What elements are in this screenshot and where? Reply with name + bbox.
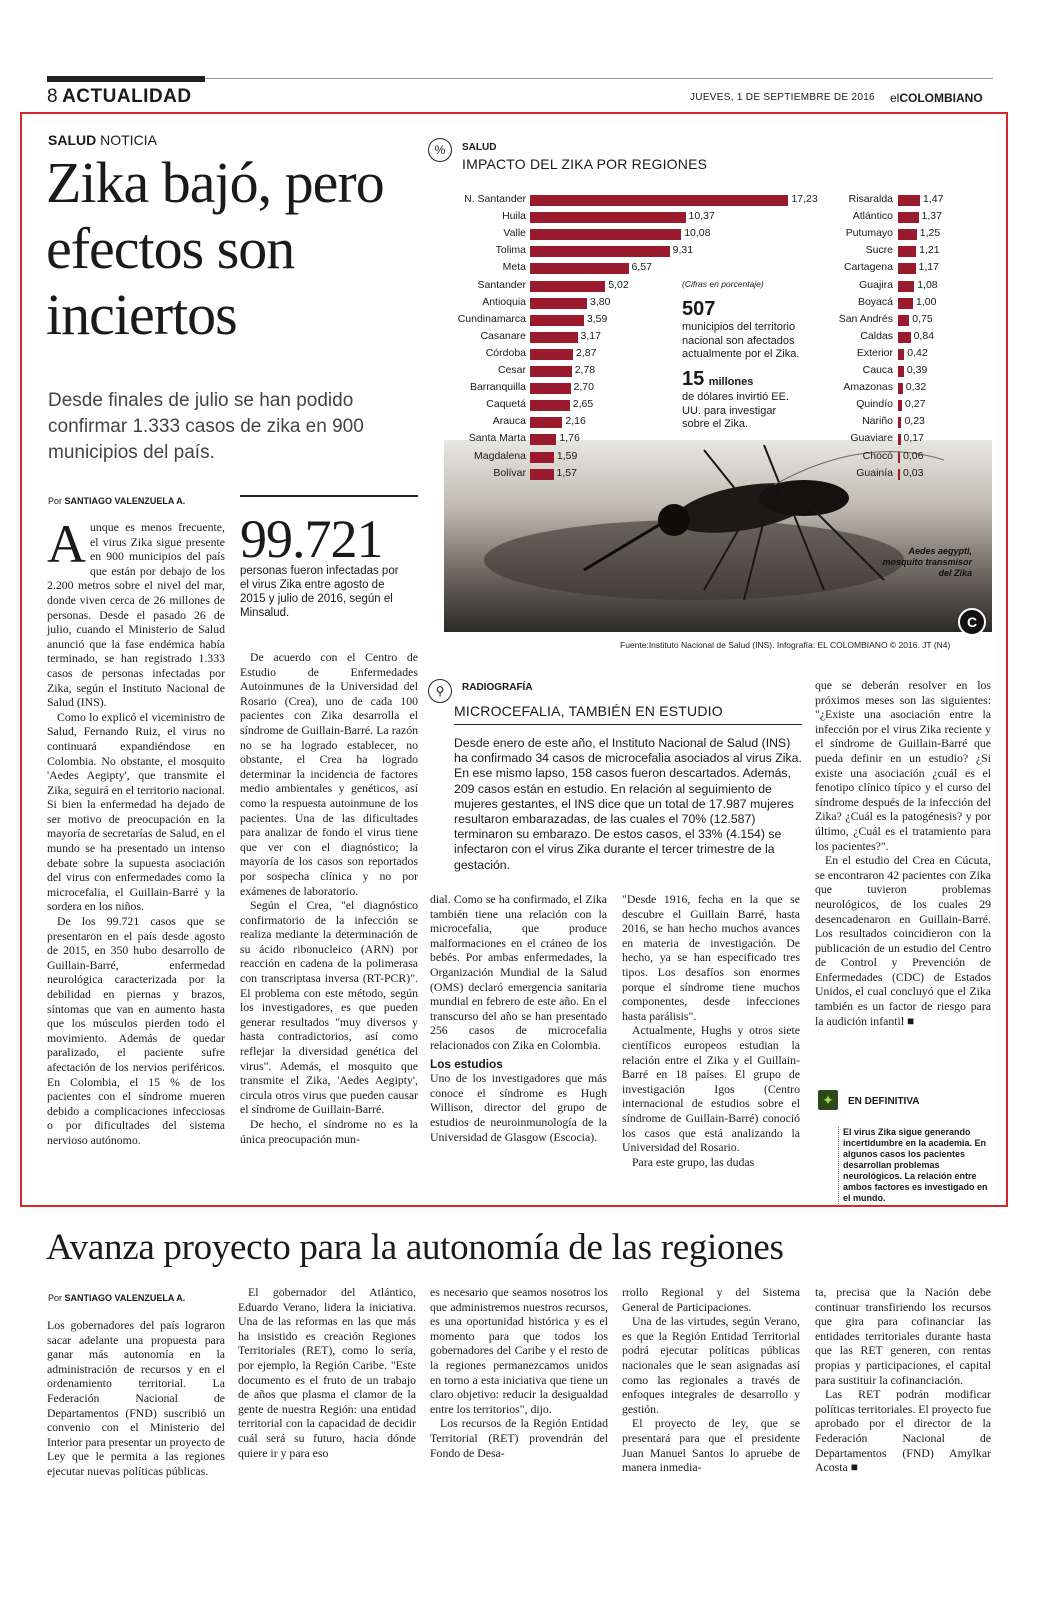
bar-value: 1,08 (917, 278, 938, 291)
bar (530, 263, 629, 274)
big-number: 99.721 (240, 509, 383, 569)
bar (898, 400, 902, 411)
bar-label: Boyacá (857, 295, 893, 308)
big-number-caption: personas fueron infectadas por el virus Zika entre agosto de 2015 y julio de 2016, según el Minsalud. (240, 565, 399, 619)
kicker: SALUD NOTICIA (48, 132, 157, 148)
bar-value: 2,65 (572, 398, 594, 411)
bar-value: 3,80 (590, 295, 611, 308)
bar-value: 0,84 (913, 329, 935, 342)
bar (898, 281, 914, 292)
bar-label: Exterior (856, 346, 893, 359)
subhead-estudios: Los estudios (430, 1056, 503, 1071)
bar-value: 17,23 (791, 193, 818, 205)
bar-value: 9,31 (672, 244, 694, 257)
dropcap: A (47, 514, 86, 574)
bar-label: Sucre (865, 244, 893, 257)
article-column-1: Aunque es menos frecuente, el virus Zika sigue presente en 900 municipios del país que están por debajo de los 2.200 metros sobre el nivel del mar, donde viven cerca de 26 millones de personas. Desde el pasado 26 de julio, cuando el Ministerio de Salud anunció que la fase endémica había terminado, se han registrado 1.333 casos de personas infectadas por Zika, según el Instituto Nacional de Salud (INS). Como lo explicó el viceministro de Salud, Fernando Ruiz, el virus no continuará expandiéndose en Colombia. No obstante, el mosquito 'Aedes Aegipty', que transmite el Zika, seguirá en el territorio nacional. Si bien la enfermedad ha dejado de ser motivo de preocupación en la mayoría de secretarías de Salud, en el mundo se ha presentado un intenso debate sobre la supuesta asociación del virus con enfermedades como la microcefalia, el Guillain-Barré y la sordera en los niños. De los 99.721 casos que se presentaron en el país desde agosto de 2015, en 350 hubo desarrollo de Guillain-Barré, enfermedad neurológica caracterizada por la debilidad en piernas y brazos, síntomas que van en aumento hasta que los músculos pierden todo el movimiento. Además de quedar paralizado, el paciente sufre afectación de los nervios periféricos. En Colombia, el 15 % de los pacientes con el síndrome mueren debido a complicaciones infecciosas o por dificultades del sistema nervioso autónomo. (47, 514, 225, 1147)
page-number: 8 (47, 86, 59, 107)
bar-value: 1,21 (919, 244, 940, 257)
bar-value: 2,16 (565, 415, 586, 428)
article-column-5: que se deberán resolver en los próximos meses son las siguientes: "¿Existe una asociación entre la infección por el virus Zika reciente y el síndrome de Guillain-Barré que pueda definir en un estudio? ¿Si existe una asociación ¿cuál es el fenotipo clínico típico y el curso del síndrome después de la infección del Zika? ¿Cuál es la patogénesis? y por último, ¿Cuál es el tratamiento para los pacientes?". En el estudio del Crea en Cúcuta, se encontraron 42 pacientes con Zika que tuvieron problemas neurológicos, de los cuales 29 desencadenaron en Guillain-Barré. Los resultados coincidieron con la publicación de un estudio del Centro de Control y Prevención de Enfermedades (CDC) de Estados Unidos, el cual concluyó que el Zika también es un factor de riesgo para la audición infantil ■ (815, 678, 991, 1028)
bignum-rule (240, 495, 418, 497)
bar-label: Chocó (862, 449, 893, 462)
bar-label: Antioquia (482, 295, 526, 308)
bar-label: Amazonas (843, 381, 893, 394)
bar-value: 1,47 (923, 193, 944, 205)
bar-value: 0,17 (903, 432, 924, 445)
bar-value: 10,37 (688, 210, 715, 223)
bar-value: 0,75 (912, 312, 933, 325)
bar-value: 6,57 (631, 261, 652, 274)
byline: Por SANTIAGO VALENZUELA A. (48, 496, 186, 506)
bar-label: Putumayo (845, 227, 893, 240)
bar-value: 1,59 (556, 449, 578, 462)
bar (530, 298, 587, 309)
bar-value: 3,17 (580, 329, 601, 342)
bar-label: Guajira (859, 278, 893, 291)
bar-label: Meta (502, 261, 526, 274)
bar-label: Barranquilla (469, 381, 526, 394)
chart-title: IMPACTO DEL ZIKA POR REGIONES (462, 156, 708, 172)
photo-caption: Aedes aegypti, mosquito transmisor del Zika (882, 546, 972, 578)
bar (530, 349, 573, 360)
percent-icon: % (428, 138, 452, 162)
dateline: JUEVES, 1 DE SEPTIEMBRE DE 2016 (690, 92, 875, 103)
bar-label: Quindío (856, 398, 893, 411)
bar-label: Arauca (492, 415, 526, 428)
section-name: ACTUALIDAD (62, 86, 192, 107)
bar-label: Bolívar (493, 466, 526, 479)
stat-inversion: 15 millones de dólares invirtió EE. UU. para investigar sobre el Zika. (682, 368, 789, 430)
bar (530, 229, 681, 240)
definitiva-icon: ✦ (818, 1090, 838, 1110)
bar-value: 1,76 (559, 432, 580, 445)
bar-label: Nariño (862, 415, 893, 428)
bar-value: 1,37 (921, 210, 942, 223)
bar-value: 0,23 (904, 415, 925, 428)
article-column-4: "Desde 1916, fecha en la que se descubre el Guillain Barré, hasta 2016, se han hecho muchos avances en materia de investigación. De hecho, ya se han especificado tres tipos. Los desafíos son enormes porque el síndrome tiene muchos componentes, desde infecciones hasta parálisis". Actualmente, Hughs y otros siete científicos europeos estudian la relación entre el Zika y el Guillain-Barré en 18 países. El grupo de investigación Igos (Centro internacional de estudios sobre el síndrome de Guillain-Barré) conoció los casos que está analizando la Universidad del Rosario. Para este grupo, las dudas (622, 892, 800, 1169)
chart-section-label: SALUD (462, 142, 497, 153)
bar-value: 5,02 (608, 278, 629, 291)
bar-value: 1,25 (919, 227, 941, 240)
bar (530, 434, 556, 445)
masthead-bar (47, 76, 205, 82)
bar-value: 0,42 (907, 346, 928, 359)
bar (898, 229, 917, 240)
article2-column-5: ta, precisa que la Nación debe continuar transfiriendo los recursos que gira para cofinanciar las entidades territoriales durante hasta que las RET generen, con rentas propias y participaciones, el capital para sustituir la cofinanciación. Las RET podrán modificar políticas territoriales. El proyecto fue aprobado por el director de la Federación Nacional de Departamentos (FND) Amylkar Acosta ■ (815, 1285, 991, 1475)
bar (530, 417, 562, 428)
bar (898, 315, 909, 326)
section-heading (47, 86, 192, 108)
bar (898, 195, 920, 206)
article2-column-4: rrollo Regional y del Sistema General de Participaciones. Una de las virtudes, según Verano, es que la Región Entidad Territorial podrá ejecutar políticas públicas nacionales que le sean asignadas así como las regionales a través de enfoques integrales de desarrollo y gestión. El proyecto de ley, que se presentará para que el presidente Juan Manuel Santos lo apruebe de manera inmedia- (622, 1285, 800, 1475)
bar (530, 400, 570, 411)
article-column-3: dial. Como se ha confirmado, el Zika también tiene una relación con la microcefalia, que produce malformaciones en el cráneo de los bebés. Por ambas enfermedades, la Organización Mundial de la Salud (OMS) declaró emergencia sanitaria mundial en febrero de este año. En el transcurso del año se han presentado 256 casos de microcefalia relacionados con Zika en Colombia. Los estudios Uno de los investigadores que más conoce el síndrome es Hugh Willison, director del grupo de estudios de neuroinmunología de la Universidad de Glasgow (Escocia). (430, 892, 607, 1144)
bar-value: 1,57 (556, 466, 577, 479)
bar-value: 3,59 (586, 312, 608, 325)
colombiano-logo: C (958, 608, 986, 636)
bar (530, 212, 686, 223)
chart-unit-note: (Cifras en porcentaje) (682, 279, 764, 289)
article2-column-1: Los gobernadores del país lograron sacar adelante una propuesta para ganar más autonomía en la administración de recursos y en el ordenamiento territorial. La Federación Nacional de Departamentos (FND) suscribió un convenio con el Ministerio del Interior para presentar un proyecto de Ley que le permita a las regiones ejecutar nuevas políticas públicas. (47, 1318, 225, 1478)
bar-value: 10,08 (684, 227, 711, 240)
bar-label: Valle (503, 227, 526, 240)
article2-column-3: es necesario que seamos nosotros los que administremos nuestros recursos, es una oportunidad histórica y es el momento para que todos los gobernadores del Caribe y el resto de la regiones permanezcamos unidos en torno a esta iniciativa que tiene un claro objetivo: reducir la desigualdad entre los territorios", dijo. Los recursos de la Región Entidad Territorial (RET) provendrán del Fondo de Desa- (430, 1285, 608, 1460)
bar (530, 332, 578, 343)
bar-label: San Andrés (838, 312, 893, 325)
article2-column-2: El gobernador del Atlántico, Eduardo Verano, lidera la iniciativa. Una de las reformas en las que más ha insistido es creación Regiones Territoriales (RET), como lo sería, por ejemplo, la Región Caribe. "Este documento es el fruto de un trabajo de años que plasma el clamor de la gente de nuestra Región: una entidad territorial con la capacidad de decidir cuál será su futuro, hacia dónde quiere ir y para eso (238, 1285, 416, 1460)
headline-2: Avanza proyecto para la autonomía de las regiones (46, 1227, 784, 1268)
definitiva-label: EN DEFINITIVA (848, 1096, 920, 1107)
headline: Zika bajó, pero efectos son inciertos (46, 150, 384, 347)
magnifier-icon: ⚲ (428, 679, 452, 703)
bar (898, 383, 903, 394)
bar-value: 2,87 (576, 346, 597, 359)
bar-label: Cauca (862, 364, 893, 376)
radiografia-title: MICROCEFALIA, TAMBIÉN EN ESTUDIO (454, 703, 723, 719)
bar (898, 349, 904, 360)
bar-label: Santander (477, 278, 526, 291)
bar (898, 212, 919, 223)
bar-label: Risaralda (848, 193, 893, 205)
bar (898, 452, 900, 463)
chart-source: Fuente:Instituto Nacional de Salud (INS). Infografía: EL COLOMBIANO © 2016. JT (N4) (620, 640, 951, 650)
bar-value: 0,32 (905, 381, 927, 394)
bar-label: Casanare (480, 329, 526, 342)
bar (530, 315, 584, 326)
bar (530, 366, 572, 377)
bar (898, 246, 916, 257)
brand-logo: elCOLOMBIANO (890, 91, 983, 105)
bar (898, 366, 904, 377)
bar (898, 298, 913, 309)
radiografia-rule (454, 724, 802, 725)
dek: Desde finales de julio se han podido confirmar 1.333 casos de zika en 900 municipios del país. (48, 390, 364, 463)
bar-label: Guainía (856, 466, 893, 479)
radiografia-text: Desde enero de este año, el Instituto Nacional de Salud (INS) ha confirmado 34 casos de microcefalia asociados al virus Zika. En ese mismo lapso, 158 casos fueron descartados. Además, 209 casos están en estudio. En relación al seguimiento de mujeres gestantes, el INS dice que un total de 17.987 mujeres resultaron embarazadas, de las cuales el 70% (12.587) terminaron su embarazo. De estos casos, el 33% (4.154) se infectaron con el virus Zika durante el tercer trimestre de la gestación. (454, 736, 802, 872)
bar-label: Caquetá (486, 398, 526, 411)
radiografia-label: RADIOGRAFÍA (462, 682, 533, 693)
stat-municipios: 507 municipios del territorio nacional son afectados actualmente por el Zika. (682, 298, 800, 360)
bar (898, 434, 901, 445)
bar (898, 332, 911, 343)
bar (898, 469, 900, 480)
bar-value: 0,03 (903, 466, 924, 479)
bar-value: 2,78 (574, 364, 596, 376)
byline-2: Por SANTIAGO VALENZUELA A. (48, 1293, 186, 1303)
bar-value: 0,27 (905, 398, 926, 411)
bar-value: 1,17 (918, 261, 939, 274)
bar-label: Atlántico (852, 210, 893, 223)
bar-value: 0,39 (906, 364, 928, 376)
bar-label: Córdoba (485, 346, 526, 359)
bar-label: Huila (502, 210, 526, 223)
bar-value: 0,06 (903, 449, 924, 462)
definitiva-text: El virus Zika sigue generando incertidumbre en la academia. En algunos casos los pacientes desarrollan problemas neurológicos. La relación entre ambos factores es investigado en el mundo. (838, 1127, 991, 1204)
bar-label: Tolima (495, 244, 526, 257)
bar-label: Guaviare (850, 432, 893, 445)
bar (530, 469, 554, 480)
bar (530, 246, 670, 257)
article-column-2: De acuerdo con el Centro de Estudio de Enfermedades Autoinmunes de la Universidad del Rosario (Crea), uno de cada 100 pacientes con Zika desarrolla el síndrome de Guillain-Barré. La razón no se ha logrado establecer, no obstante, el Crea ha logrado determinar la incidencia de factores medio ambientales y genéticos, así como la respuesta autoinmune de los pacientes. Una de las dificultades para analizar de fondo el virus tiene que ver con el diagnóstico; la mayoría de los casos son reportados por sospecha clínica y no por exámenes de laboratorio. Según el Crea, "el diagnóstico confirmatorio de la infección se realiza mediante la determinación de su ácido ribonucleico (ARN) por reacción en cadena de la polimerasa con transcriptasa inversa (RT-PCR)". El problema con este método, según los investigadores, es que pueden generar resultados "muy diversos y hasta contradictorios, así como reflejar la diversidad genética del virus". Además, el mosquito que transmite el Zika, 'Aedes Aegipty', circula otros virus que pueden causar el síndrome de Guillain-Barré. De hecho, el síndrome no es la única preocupación mun- (240, 650, 418, 1146)
bar (530, 383, 571, 394)
bar (898, 417, 901, 428)
bar-label: Caldas (860, 329, 893, 342)
bar-value: 2,70 (573, 381, 594, 394)
bar (530, 452, 554, 463)
bar (898, 263, 916, 274)
bar-label: Cundinamarca (457, 312, 526, 325)
bar-label: Magdalena (474, 449, 526, 462)
bar-label: N. Santander (464, 193, 526, 205)
bar-label: Santa Marta (468, 432, 526, 445)
bar-value: 1,00 (916, 295, 937, 308)
bar-label: Cartagena (843, 261, 893, 274)
bar (530, 195, 788, 206)
bar-label: Cesar (497, 364, 526, 376)
masthead-rule (205, 78, 993, 79)
bar (530, 281, 605, 292)
